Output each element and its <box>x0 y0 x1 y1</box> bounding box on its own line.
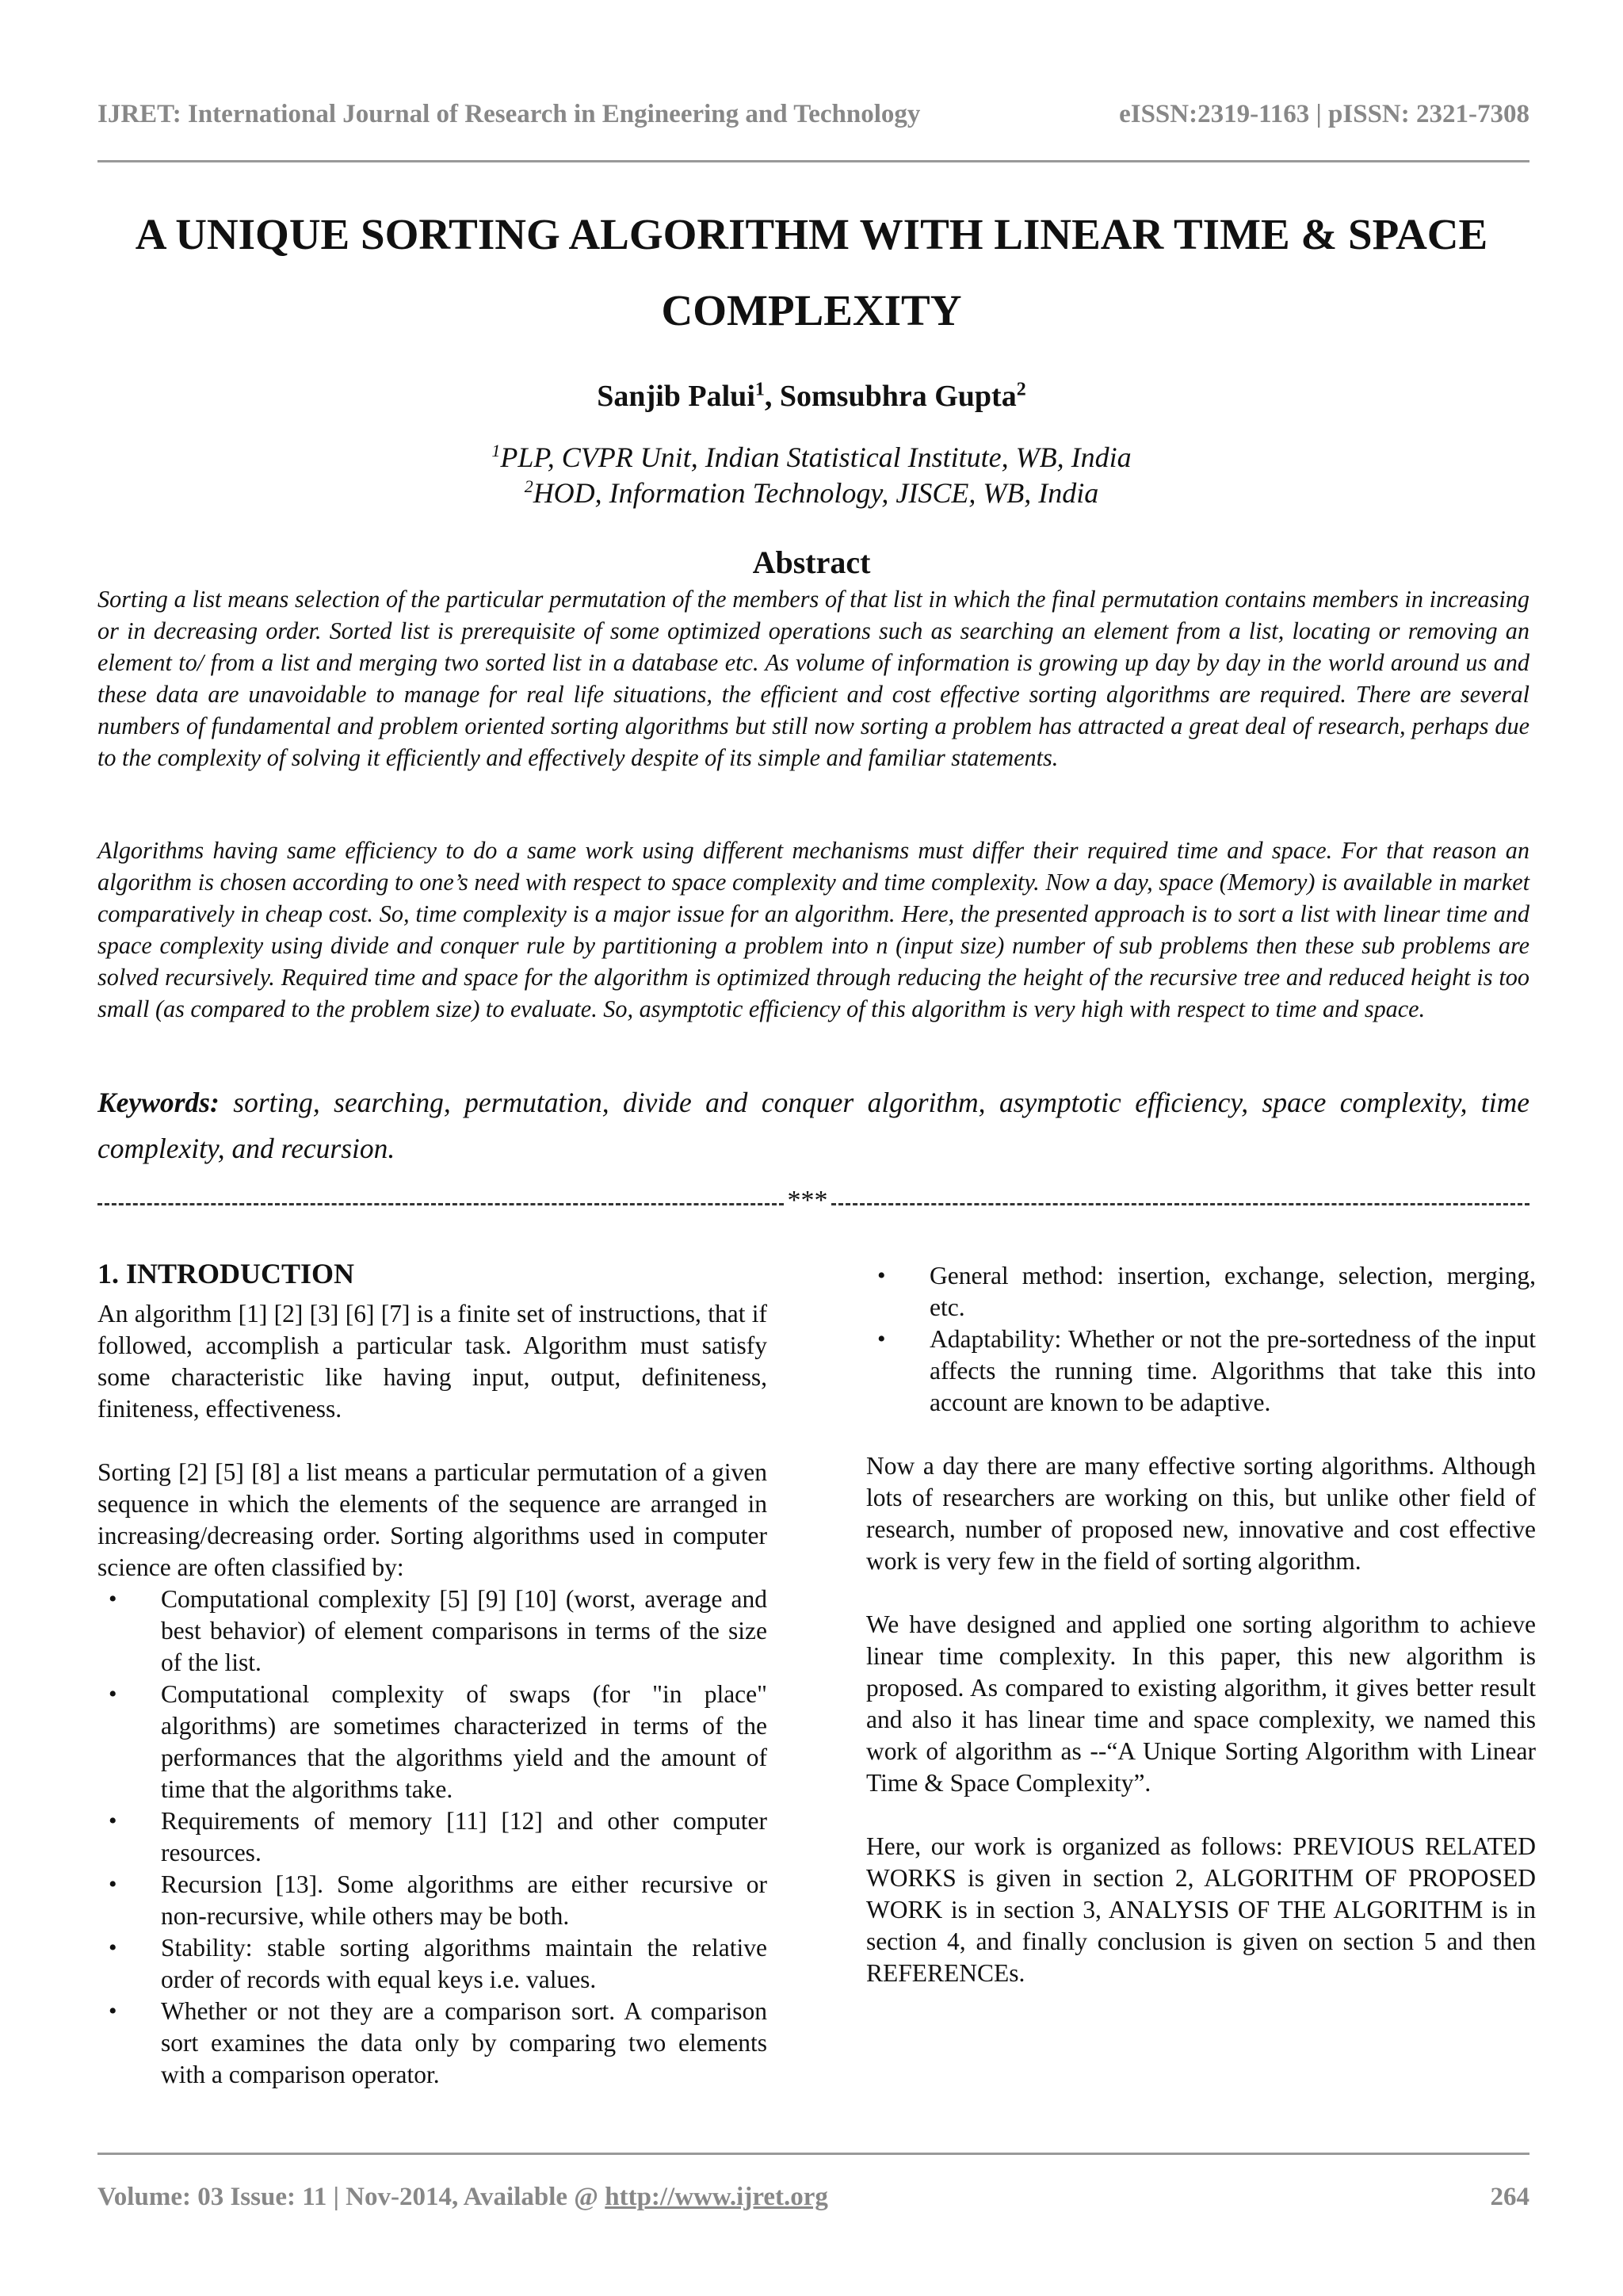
issn: eISSN:2319-1163 | pISSN: 2321-7308 <box>1119 100 1529 128</box>
list-item <box>97 1932 767 1996</box>
abstract-paragraph-1 <box>97 583 1529 774</box>
author-1-mark: 1 <box>754 379 765 400</box>
list-item-text: Adaptability: Whether or not the pre-sortedness of the input affects the running time. Algorithms that take this into account are known to be adaptive. <box>930 1325 1536 1416</box>
paragraph-gap <box>97 1425 767 1457</box>
affiliation-2 <box>0 476 1623 510</box>
bullet-icon: • <box>877 1263 886 1289</box>
list-item-text: Stability: stable sorting algorithms maintain the relative order of records with equal keys i.e. values. <box>161 1934 767 1993</box>
list-item-text: Computational complexity [5] [9] [10] (worst, average and best behavior) of element comparisons in terms of the size of the list. <box>161 1585 767 1676</box>
bullet-icon: • <box>109 1586 117 1612</box>
footer-volume <box>97 2183 828 2212</box>
footer-rule <box>97 2153 1529 2155</box>
list-item <box>97 1584 767 1679</box>
author-2-mark: 2 <box>1016 379 1026 400</box>
classification-list-continued <box>866 1260 1536 1419</box>
author-1: Sanjib Palui <box>597 380 755 413</box>
bullet-icon: • <box>877 1326 886 1352</box>
affiliation-2-text: HOD, Information Technology, JISCE, WB, India <box>533 477 1099 509</box>
bullet-icon: • <box>109 1935 117 1961</box>
paper-title: A UNIQUE SORTING ALGORITHM WITH LINEAR TIME & SPACE COMPLEXITY <box>135 210 1488 334</box>
paragraph-gap <box>866 1577 1536 1609</box>
affiliation-2-mark: 2 <box>524 476 533 496</box>
section-heading-introduction: 1. INTRODUCTION <box>97 1258 355 1289</box>
separator-dashes-right <box>831 1203 1529 1205</box>
intro-paragraph-1: An algorithm [1] [2] [3] [6] [7] is a finite set of instructions, that if followed, accomplish a particular task. Algorithm must satisfy some characteristic like having input, output, definiteness, finiteness, effectiveness. <box>97 1300 767 1423</box>
separator-dashes-left <box>97 1203 784 1205</box>
left-column <box>97 1254 767 2091</box>
running-header <box>97 100 1529 132</box>
keywords <box>97 1079 1529 1171</box>
right-column <box>866 1260 1536 1989</box>
list-item <box>97 1869 767 1932</box>
list-item <box>866 1260 1536 1324</box>
list-item-text: Recursion [13]. Some algorithms are either recursive or non-recursive, while others may be both. <box>161 1870 767 1930</box>
keywords-text: sorting, searching, permutation, divide and conquer algorithm, asymptotic efficiency, space complexity, time complexity, and recursion. <box>97 1087 1530 1164</box>
author-2: Somsubhra Gupta <box>779 380 1017 413</box>
journal-link[interactable]: http://www.ijret.org <box>605 2183 828 2211</box>
intro-paragraph-5: Here, our work is organized as follows: PREVIOUS RELATED WORKS is given in section 2, ALGORITHM OF PROPOSED WORK is in section 3, ANALYSIS OF THE ALGORITHM is in section 4, and finally conclusion is given on section 5 and then REFERENCEs. <box>866 1832 1536 1987</box>
affiliation-1-text: PLP, CVPR Unit, Indian Statistical Institute, WB, India <box>500 441 1132 473</box>
intro-paragraph-4: We have designed and applied one sorting algorithm to achieve linear time complexity. In this paper, this new algorithm is proposed. As compared to existing algorithm, it gives better result and also it has linear time and space complexity, we named this work of algorithm as --“A Unique Sorting Algorithm with Linear Time & Space Complexity”. <box>866 1610 1536 1797</box>
abstract-heading: Abstract <box>752 544 871 580</box>
page-number: 264 <box>1490 2183 1529 2211</box>
affiliation-1-mark: 1 <box>491 441 501 460</box>
authors <box>0 379 1623 414</box>
list-item-text: Computational complexity of swaps (for "in place" algorithms) are sometimes characterized in terms of the performances that the algorithms yield and the amount of time that the algorithms take. <box>161 1680 767 1803</box>
bullet-icon: • <box>109 1681 117 1707</box>
list-item <box>97 1996 767 2091</box>
paragraph-gap <box>866 1419 1536 1450</box>
volume-text: Volume: 03 Issue: 11 | Nov-2014, Available @ <box>97 2183 605 2211</box>
author-separator: , <box>764 380 780 413</box>
abstract-paragraph-2 <box>97 835 1529 1025</box>
section-separator <box>97 1186 1529 1216</box>
classification-list <box>97 1584 767 2091</box>
affiliation-1 <box>0 441 1623 474</box>
bullet-icon: • <box>109 1998 117 2024</box>
abstract-text-1: Sorting a list means selection of the particular permutation of the members of that list in which the final permutation contains members in increasing or in decreasing order. Sorted list is prerequisite of some optimized operations such as searching an element from a list, locating or removing an element to/ from a list and merging two sorted list in a database etc. As volume of information is growing up day by day in the world around us and these data are unavoidable to manage for real life situations, the efficient and cost effective sorting algorithms are required. There are several numbers of fundamental and problem oriented sorting algorithms but still now sorting a problem has attracted a great deal of research, perhaps due to the complexity of solving it efficiently and effectively despite of its simple and familiar statements. <box>97 586 1529 771</box>
list-item <box>866 1324 1536 1419</box>
paragraph-gap <box>866 1799 1536 1831</box>
list-item-text: General method: insertion, exchange, selection, merging, etc. <box>930 1262 1536 1321</box>
running-footer <box>97 2183 1529 2214</box>
intro-paragraph-2: Sorting [2] [5] [8] a list means a particular permutation of a given sequence in which the elements of the sequence are arranged in increasing/decreasing order. Sorting algorithms used in computer science are often classified by: <box>97 1458 767 1581</box>
list-item <box>97 1679 767 1805</box>
bullet-icon: • <box>109 1871 117 1897</box>
journal-name: IJRET: International Journal of Research in Engineering and Technology <box>97 100 921 128</box>
list-item-text: Whether or not they are a comparison sort. A comparison sort examines the data only by comparing two elements with a comparison operator. <box>161 1997 767 2088</box>
separator-stars: *** <box>787 1186 828 1215</box>
keywords-label: Keywords: <box>97 1087 220 1118</box>
abstract-text-2: Algorithms having same efficiency to do a same work using different mechanisms must differ their required time and space. For that reason an algorithm is chosen according to one’s need with respect to space complexity and time complexity. Now a day, space (Memory) is available in market comparatively in cheap cost. So, time complexity is a major issue for an algorithm. Here, the presented approach is to sort a list with linear time and space complexity using divide and conquer rule by partitioning a problem into n (input size) number of sub problems then these sub problems are solved recursively. Required time and space for the algorithm is optimized through reducing the height of the recursive tree and reduced height is too small (as compared to the problem size) to evaluate. So, asymptotic efficiency of this algorithm is very high with respect to time and space. <box>97 837 1529 1022</box>
list-item-text: Requirements of memory [11] [12] and other computer resources. <box>161 1807 767 1866</box>
list-item <box>97 1805 767 1869</box>
header-rule <box>97 160 1529 162</box>
bullet-icon: • <box>109 1808 117 1834</box>
intro-paragraph-3: Now a day there are many effective sorting algorithms. Although lots of researchers are working on this, but unlike other field of research, number of proposed new, innovative and cost effective work is very few in the field of sorting algorithm. <box>866 1452 1536 1575</box>
